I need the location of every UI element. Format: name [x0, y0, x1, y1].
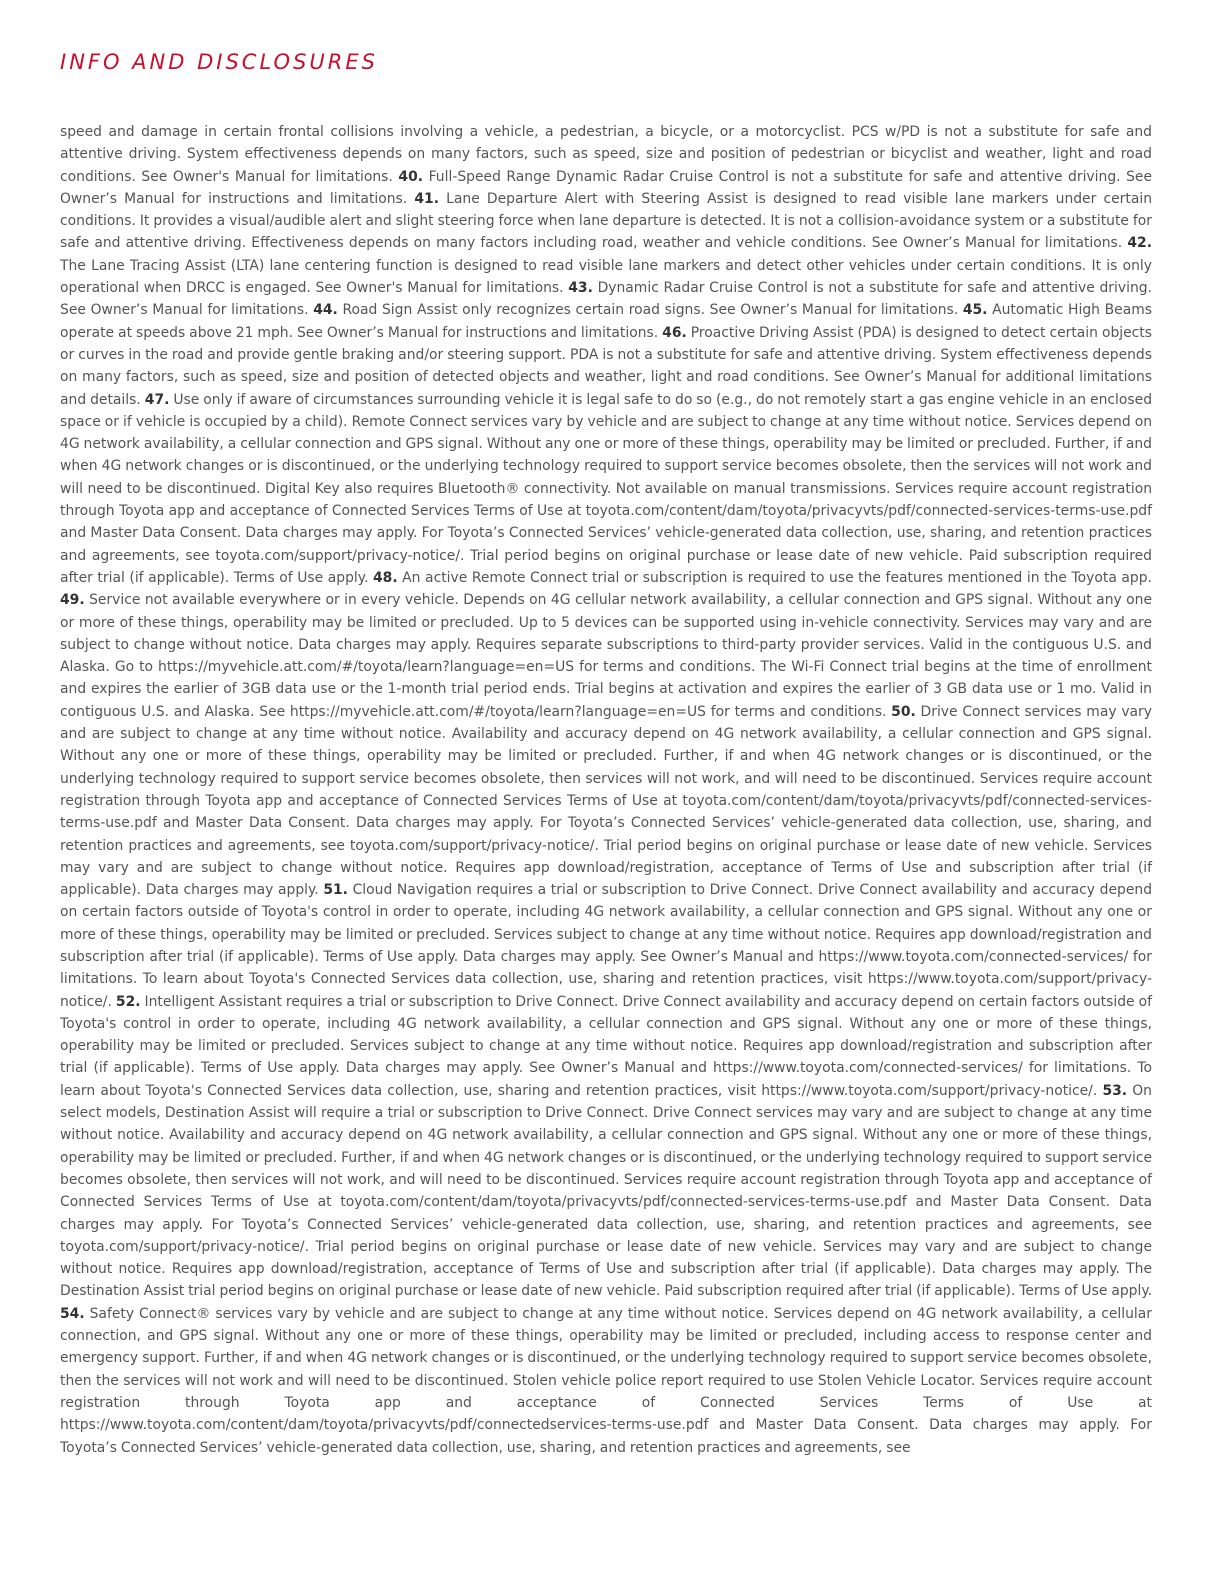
disclosure-text: Automatic High Beams operate at speeds above 21 mph. See Owner’s Manual for instructions and limitations. — [60, 302, 1152, 341]
disclosure-text: Intelligent Assistant requires a trial or subscription to Drive Connect. Drive Connect availability and accuracy depend on certain factors outside of Toyota's control in order to operate, including 4G network availability, a cellular connection and GPS signal. Without any one or more of these things, operability may be limited or precluded. Services subject to change at any time without notice. Requires app download/registration and subscription after trial (if applicable). Terms of Use apply. Data charges may apply. See Owner’s Manual and https://www.toyota.com/connected-services/ for limitations. To learn about Toyota's Connected Services data collection, use, sharing and retention practices, visit https://www.toyota.com/support/privacy-notice/. — [60, 993, 1152, 1099]
disclosure-text: Dynamic Radar Cruise Control is not a substitute for safe and attentive driving. See Owner’s Manual for limitations. — [60, 280, 1152, 319]
disclosure-number: 51. — [323, 882, 348, 899]
disclosure-number: 42. — [1127, 235, 1152, 252]
disclosure-number: 47. — [144, 391, 170, 408]
disclosure-number: 40. — [398, 168, 424, 185]
disclosure-text: Use only if aware of circumstances surrounding vehicle it is legal safe to do so (e.g., do not remotely start a gas engine vehicle in an enclosed space or if vehicle is occupied by a child). Remote Connect services vary by vehicle and are subject to change at any time without notice. Services depend on 4G network availability, a cellular connection and GPS signal. Without any one or more of these things, operability may be limited or precluded. Further, if and when 4G network changes or is discontinued, or the underlying technology required to support service becomes obsolete, then the services will not work and will need to be discontinued. Digital Key also requires Bluetooth® connectivity. Not available on manual transmissions. Services require account registration through Toyota app and acceptance of Connected Services Terms of Use at toyota.com/content/dam/toyota/privacyvts/pdf/connected-services-terms-use.pdf and Master Data Consent. Data charges may apply. For Toyota’s Connected Services’ vehicle-generated data collection, use, sharing, and retention practices and agreements, see toyota.com/support/privacy-notice/. Trial period begins on original purchase or lease date of new vehicle. Paid subscription required after trial (if applicable). Terms of Use apply. — [60, 391, 1153, 586]
disclosure-text: The Lane Tracing Assist (LTA) lane centering function is designed to read visible lane markers and detect other vehicles under certain conditions. It is only operational when DRCC is engaged. See Owner's Manual for limitations. — [60, 257, 1152, 297]
disclosure-number: 41. — [414, 190, 439, 207]
disclosure-text: Cloud Navigation requires a trial or subscription to Drive Connect. Drive Connect availability and accuracy depend on certain factors outside of Toyota's control in order to operate, including 4G network availability, a cellular connection and GPS signal. Without any one or more of these things, operability may be limited or precluded. Services subject to change at any time without notice. Requires app download/registration and subscription after trial (if applicable). Terms of Use apply. Data charges may apply. See Owner’s Manual and https://www.toyota.com/connected-services/ for limitations. To learn about Toyota's Connected Services data collection, use, sharing and retention practices, visit https://www.toyota.com/support/privacy-notice/. — [60, 882, 1153, 1010]
disclosure-number: 45. — [962, 302, 988, 319]
disclosure-text: Service not available everywhere or in every vehicle. Depends on 4G cellular network availability, a cellular connection and GPS signal. Without any one or more of these things, operability may be limited or precluded. Up to 5 devices can be supported using in-vehicle connectivity. Services may vary and are subject to change without notice. Data charges may apply. Requires separate subscriptions to third-party provider services. Valid in the contiguous U.S. and Alaska. Go to https://myvehicle.att.com/#/toyota/learn?language=en=US for terms and conditions. The Wi-Fi Connect trial begins at the time of enrollment and expires the earlier of 3GB data use or the 1-month trial period ends. Trial begins at activation and expires the earlier of 3 GB data use or 1 mo. Valid in contiguous U.S. and Alaska. See https://myvehicle.att.com/#/toyota/learn?language=en=US for terms and conditions. — [60, 592, 1153, 720]
disclosure-number: 48. — [372, 569, 398, 586]
disclosure-text: Lane Departure Alert with Steering Assist is designed to read visible lane markers under certain conditions. It provides a visual/audible alert and slight steering force when lane departure is detected. It is not a collision-avoidance system or a substitute for safe and attentive driving. Effectiveness depends on many factors including road, weather and vehicle conditions. See Owner’s Manual for limitations. — [60, 190, 1152, 252]
disclosure-number: 49. — [60, 592, 85, 609]
disclosure-text: Full-Speed Range Dynamic Radar Cruise Control is not a substitute for safe and attentive driving. See Owner’s Manual for instructions and limitations. — [60, 168, 1153, 207]
disclosure-number: 50. — [891, 703, 916, 720]
disclosure-text: On select models, Destination Assist will require a trial or subscription to Drive Connect. Drive Connect services may vary and are subject to change at any time without notice. Availability and accuracy depend on 4G network availability, a cellular connection and GPS signal. Without any one or more of these things, operability may be limited or precluded. Further, if and when 4G network changes or is discontinued, or the underlying technology required to support service becomes obsolete, then services will not work, and will need to be discontinued. Services require account registration through Toyota app and acceptance of Connected Services Terms of Use at toyota.com/content/dam/toyota/privacyvts/pdf/connected-services-terms-use.pdf and Master Data Consent. Data charges may apply. For Toyota’s Connected Services’ vehicle-generated data collection, use, sharing, and retention practices and agreements, see toyota.com/support/privacy-notice/. Trial period begins on original purchase or lease date of new vehicle. Services may vary and are subject to change without notice. Requires app download/registration, acceptance of Terms of Use and subscription after trial (if applicable). Data charges may apply. The Destination Assist trial period begins on original purchase or lease date of new vehicle. Paid subscription required after trial (if applicable). Terms of Use apply. — [60, 1082, 1152, 1300]
disclosure-text: Safety Connect® services vary by vehicle and are subject to change at any time without notice. Services depend on 4G network availability, a cellular connection, and GPS signal. Without any one or more of these things, operability may be limited or precluded, including access to response center and emergency support. Further, if and when 4G network changes or is discontinued, or the underlying technology required to support service becomes obsolete, then the services will not work and will need to be discontinued. Stolen vehicle police report required to use Stolen Vehicle Locator. Services require account registration through Toyota app and acceptance of Connected Services Terms of Use at https://www.toyota.com/content/dam/toyota/privacyvts/pdf/connectedservices-terms-use.pdf and Master Data Consent. Data charges may apply. For Toyota’s Connected Services’ vehicle-generated data collection, use, sharing, and retention practices and agreements, see — [60, 1305, 1153, 1456]
disclosure-text: Drive Connect services may vary and are subject to change at any time without notice. Availability and accuracy depend on 4G network availability, a cellular connection and GPS signal. Without any one or more of these things, operability may be limited or precluded. Further, if and when 4G network changes or is discontinued, or the underlying technology required to support service becomes obsolete, then services will not work, and will need to be discontinued. Services require account registration through Toyota app and acceptance of Connected Services Terms of Use at toyota.com/content/dam/toyota/privacyvts/pdf/connected-services-terms-use.pdf and Master Data Consent. Data charges may apply. For Toyota’s Connected Services’ vehicle-generated data collection, use, sharing, and retention practices and agreements, see toyota.com/support/privacy-notice/. Trial period begins on original purchase or lease date of new vehicle. Services may vary and are subject to change without notice. Requires app download/registration, acceptance of Terms of Use and subscription after trial (if applicable). Data charges may apply. — [60, 703, 1152, 899]
disclosure-text: Proactive Driving Assist (PDA) is designed to detect certain objects or curves in the road and provide gentle braking and/or steering support. PDA is not a substitute for safe and attentive driving. System effectiveness depends on many factors, such as speed, size and position of detected objects and weather, light and road conditions. See Owner’s Manual for additional limitations and details. — [60, 324, 1152, 408]
disclosure-number: 44. — [313, 302, 338, 319]
disclosure-number: 43. — [568, 280, 593, 297]
disclosure-number: 54. — [60, 1305, 85, 1322]
page-title: INFO AND DISCLOSURES — [60, 50, 378, 74]
disclosure-text: Road Sign Assist only recognizes certain road signs. See Owner’s Manual for limitations. — [342, 302, 959, 319]
disclosures-body — [60, 121, 1152, 1459]
disclosure-number: 53. — [1102, 1082, 1128, 1099]
disclosure-text: An active Remote Connect trial or subscription is required to use the features mentioned in the Toyota app. — [402, 569, 1152, 586]
disclosure-number: 46. — [662, 324, 687, 341]
disclosure-intro: speed and damage in certain frontal collisions involving a vehicle, a pedestrian, a bicycle, or a motorcyclist. PCS w/PD is not a substitute for safe and attentive driving. System effectiveness depends on many factors, such as speed, size and position of pedestrian or bicyclist and weather, light and road conditions. See Owner's Manual for limitations. — [60, 124, 1152, 185]
disclosure-number: 52. — [115, 993, 141, 1010]
